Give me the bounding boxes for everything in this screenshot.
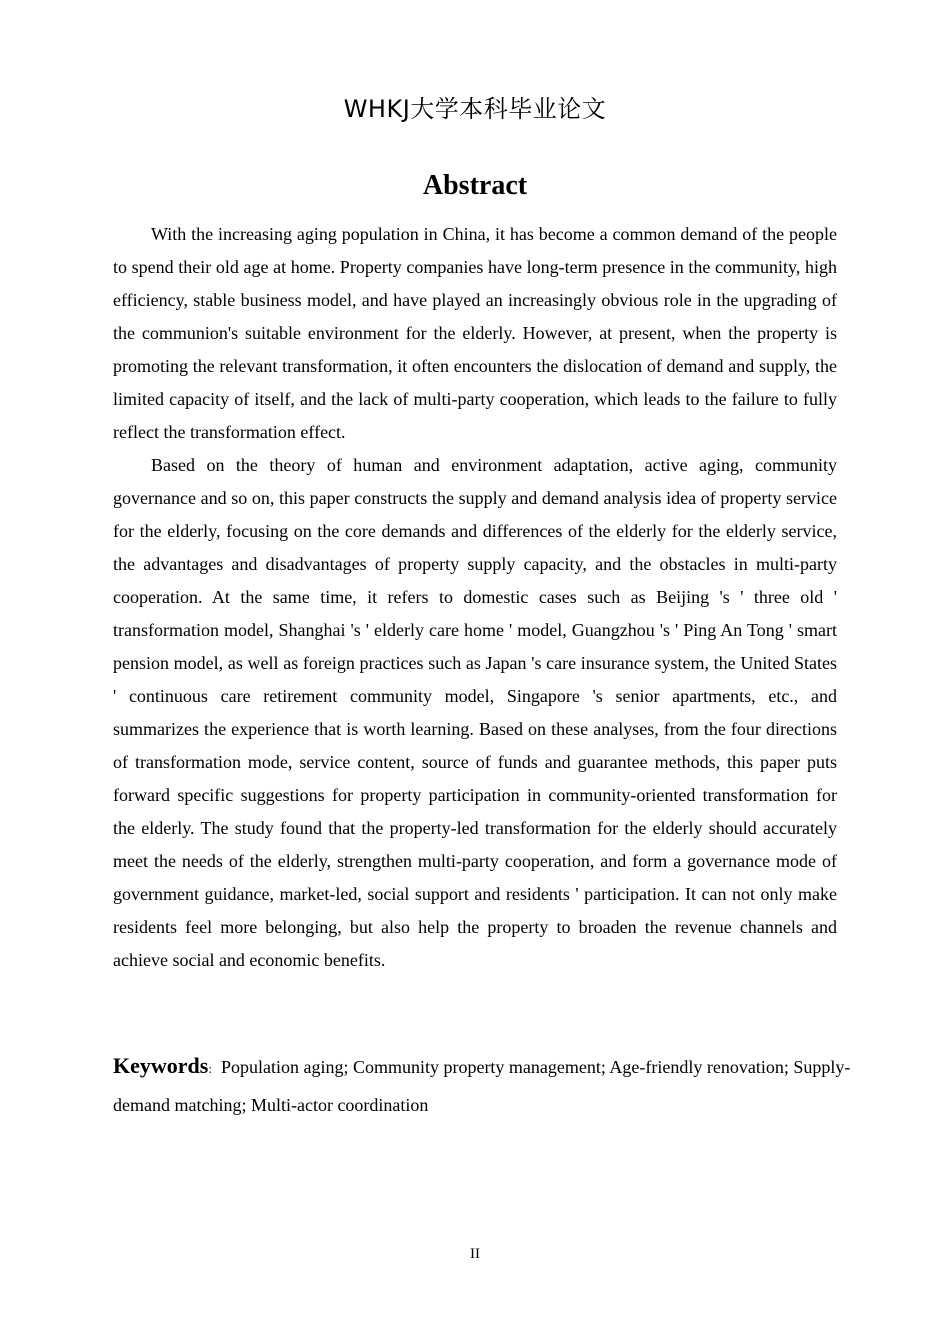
abstract-paragraph-2: Based on the theory of human and environment adaptation, active aging, community governance and so on, this paper constructs the supply and demand analysis idea of property service for the elderly, focusing on the core demands and differences of the elderly for the elderly service, the advantages and disadvantages of property supply capacity, and the obstacles in multi-party cooperation. At the same time, it refers to domestic cases such as Beijing 's ' three old ' transformation model, Shanghai 's ' elderly care home ' model, Guangzhou 's ' Ping An Tong ' smart pension model, as well as foreign practices such as Japan 's care insurance system, the United States ' continuous care retirement community model, Singapore 's senior apartments, etc., and summarizes the experience that is worth learning. Based on these analyses, from the four directions of transformation mode, service content, source of funds and guarantee methods, this paper puts forward specific suggestions for property participation in community-oriented transformation for the elderly. The study found that the property-led transformation for the elderly should accurately meet the needs of the elderly, strengthen multi-party cooperation, and form a governance mode of government guidance, market-led, social support and residents ' participation. It can not only make residents feel more belonging, but also help the property to broaden the revenue channels and achieve social and economic benefits. [113, 455, 837, 970]
keywords-section [113, 1048, 851, 1123]
abstract-paragraph-1: With the increasing aging population in China, it has become a common demand of the people to spend their old age at home. Property companies have long-term presence in the community, high efficiency, stable business model, and have played an increasingly obvious role in the upgrading of the communion's suitable environment for the elderly. However, at present, when the property is promoting the relevant transformation, it often encounters the dislocation of demand and supply, the limited capacity of itself, and the lack of multi-party cooperation, which leads to the failure to fully reflect the transformation effect. [113, 224, 837, 442]
university-title: WHKJ大学本科毕业论文 [343, 95, 607, 123]
abstract-heading: Abstract [422, 170, 528, 201]
keywords-label: Keywords [113, 1053, 209, 1078]
keywords-separator: : [208, 1061, 212, 1076]
keywords-list: Population aging; Community property management; Age-friendly renovation; Supply-demand matching; Multi-actor coordination [113, 1057, 851, 1115]
page-number: II [470, 1246, 480, 1262]
abstract-body [113, 218, 837, 977]
